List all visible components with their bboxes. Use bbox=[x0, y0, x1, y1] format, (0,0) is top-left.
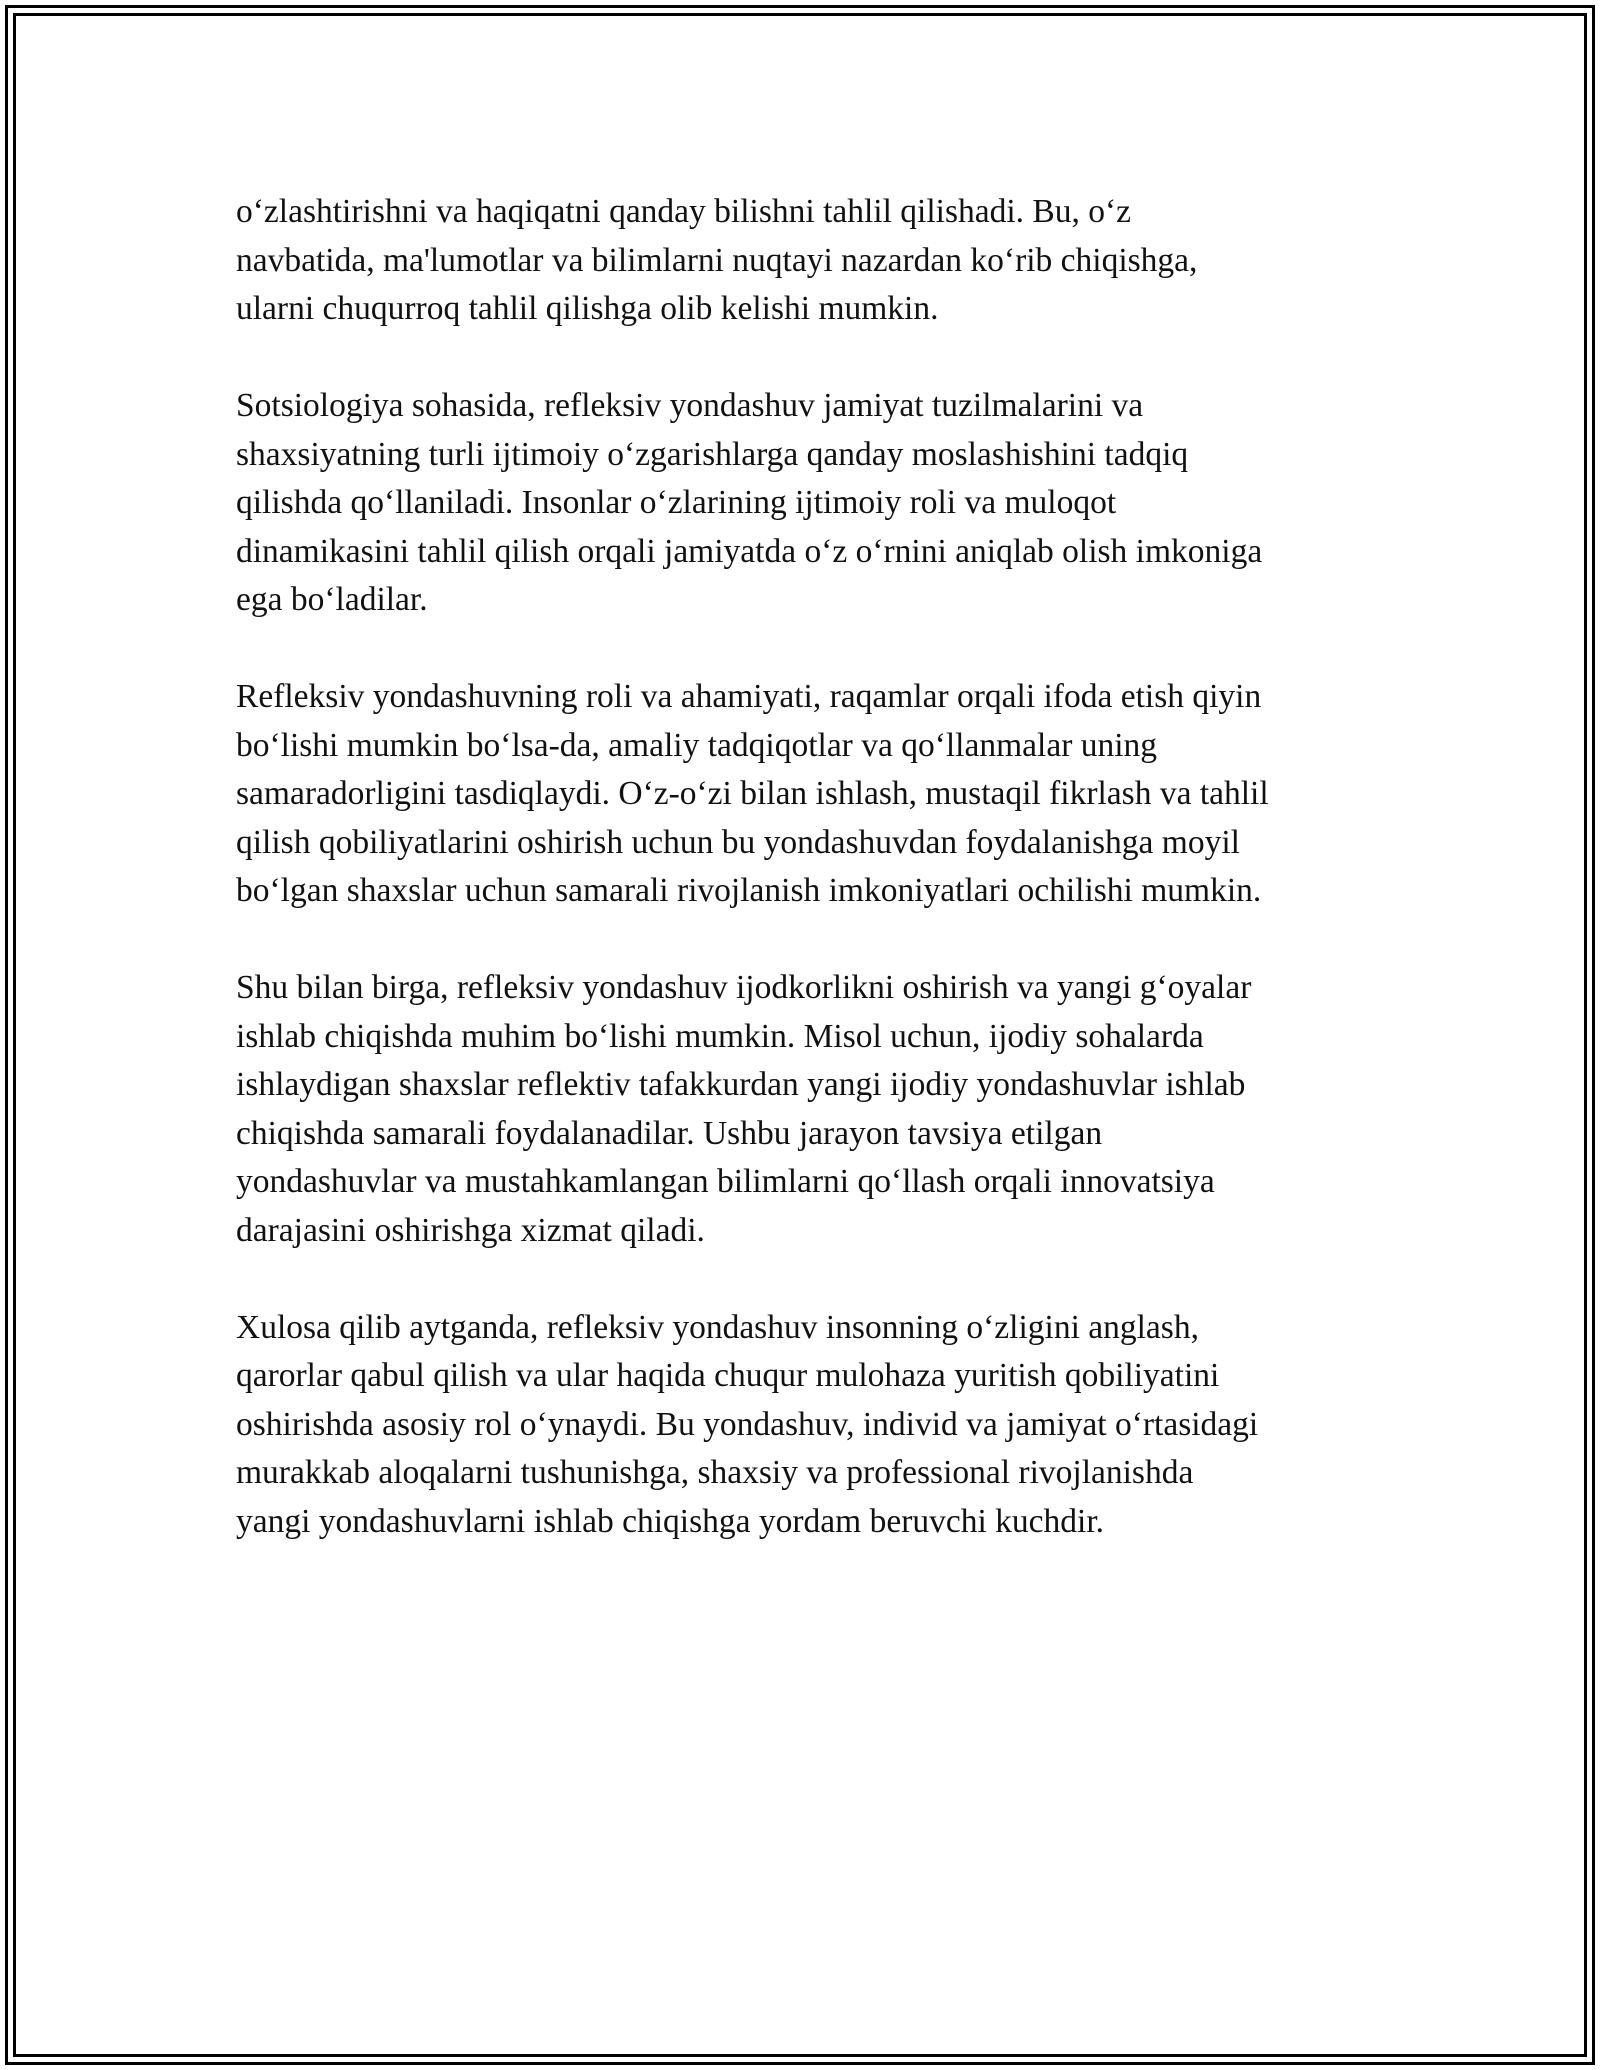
text-line: Sotsiologiya sohasida, refleksiv yondashuv jamiyat tuzilmalarini va bbox=[236, 387, 1144, 424]
paragraph bbox=[236, 382, 1386, 625]
text-line: samaradorligini tasdiqlaydi. O‘z-o‘zi bilan ishlash, mustaqil fikrlash va tahlil bbox=[236, 775, 1269, 812]
text-line: ularni chuqurroq tahlil qilishga olib kelishi mumkin. bbox=[236, 290, 939, 327]
paragraph bbox=[236, 1304, 1386, 1547]
text-line: yondashuvlar va mustahkamlangan bilimlarni qo‘llash orqali innovatsiya bbox=[236, 1163, 1215, 1200]
text-line: darajasini oshirishga xizmat qiladi. bbox=[236, 1211, 705, 1249]
text-line: yangi yondashuvlarni ishlab chiqishga yordam beruvchi kuchdir. bbox=[236, 1502, 1105, 1540]
text-line: Shu bilan birga, refleksiv yondashuv ijodkorlikni oshirish va yangi g‘oyalar bbox=[236, 969, 1252, 1006]
text-line: Xulosa qilib aytganda, refleksiv yondashuv insonning o‘zligini anglash, bbox=[236, 1308, 1199, 1346]
text-line: bo‘lishi mumkin bo‘lsa-da, amaliy tadqiqotlar va qo‘llanmalar uning bbox=[236, 726, 1158, 764]
text-line: oshirishda asosiy rol o‘ynaydi. Bu yondashuv, individ va jamiyat o‘rtasidagi bbox=[236, 1405, 1259, 1443]
text-line: qilishda qo‘llaniladi. Insonlar o‘zlarining ijtimoiy roli va muloqot bbox=[236, 484, 1117, 521]
text-line: ega bo‘ladilar. bbox=[236, 581, 428, 618]
paragraph bbox=[236, 964, 1386, 1255]
text-line: chiqishda samarali foydalanadilar. Ushbu jarayon tavsiya etilgan bbox=[236, 1114, 1103, 1152]
text-line: ishlab chiqishda muhim bo‘lishi mumkin. Misol uchun, ijodiy sohalarda bbox=[236, 1017, 1204, 1055]
text-line: murakkab aloqalarni tushunishga, shaxsiy va professional rivojlanishda bbox=[236, 1454, 1194, 1491]
text-line: o‘zlashtirishni va haqiqatni qanday bilishni tahlil qilishadi. Bu, o‘z bbox=[236, 193, 1132, 230]
text-line: dinamikasini tahlil qilish orqali jamiyatda o‘z o‘rnini aniqlab olish imkoniga bbox=[236, 532, 1263, 570]
text-line: Refleksiv yondashuvning roli va ahamiyati, raqamlar orqali ifoda etish qiyin bbox=[236, 678, 1262, 715]
text-line: qilish qobiliyatlarini oshirish uchun bu yondashuvdan foydalanishga moyil bbox=[236, 823, 1240, 861]
text-line: ishlaydigan shaxslar reflektiv tafakkurdan yangi ijodiy yondashuvlar ishlab bbox=[236, 1066, 1246, 1103]
paragraph bbox=[236, 188, 1386, 334]
document-body bbox=[236, 188, 1386, 1595]
text-line: qarorlar qabul qilish va ular haqida chuqur mulohaza yuritish qobiliyatini bbox=[236, 1357, 1220, 1394]
text-line: navbatida, ma'lumotlar va bilimlarni nuqtayi nazardan ko‘rib chiqishga, bbox=[236, 241, 1198, 279]
text-line: bo‘lgan shaxslar uchun samarali rivojlanish imkoniyatlari ochilishi mumkin. bbox=[236, 872, 1262, 909]
text-line: shaxsiyatning turli ijtimoiy o‘zgarishlarga qanday moslashishini tadqiq bbox=[236, 435, 1189, 473]
paragraph bbox=[236, 673, 1386, 916]
